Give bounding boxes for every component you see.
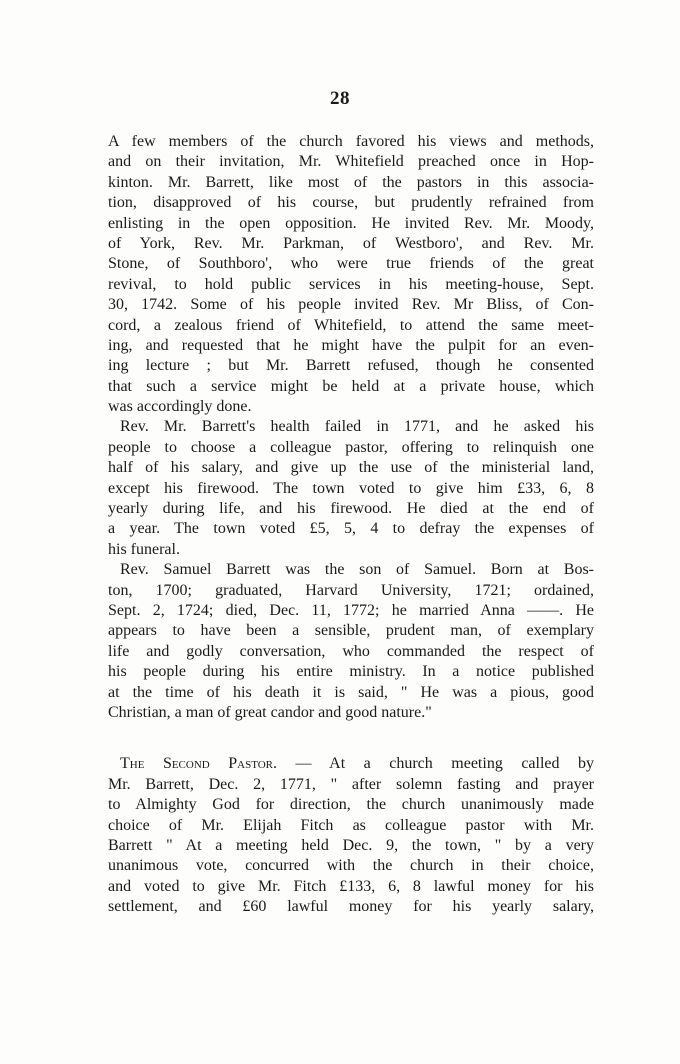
text-line: A few members of the church favored his views and methods, [108,133,594,150]
text-line: tion, disapproved of his course, but prudently refrained from [108,194,594,212]
text-line: half of his salary, and give up the use of the ministerial land, [108,459,594,477]
text-line: Sept. 2, 1724; died, Dec. 11, 1772; he married Anna ——. He [108,601,594,619]
text-line: a year. The town voted £5, 5, 4 to defray the expenses of [108,520,594,538]
text-line: ing lecture ; but Mr. Barrett refused, though he consented [108,357,594,375]
text-line: unanimous vote, concurred with the church in their choice, [108,857,594,875]
text-line: at the time of his death it is said, " He was a pious, good [108,683,594,701]
text-line: that such a service might be held at a private house, which [108,377,594,395]
text-line: his funeral. [108,540,180,558]
text-line: was accordingly done. [108,398,252,416]
text-line: 30, 1742. Some of his people invited Rev. Mr Bliss, of Con- [108,296,594,314]
text-line: and on their invitation, Mr. Whitefield preached once in Hop- [108,153,594,171]
text-line: settlement, and £60 lawful money for his yearly salary, [108,898,594,916]
text-line: enlisting in the open opposition. He invited Rev. Mr. Moody, [108,214,594,232]
text-line: revival, to hold public services in his meeting-house, Sept. [108,275,594,293]
paragraph-barrett-health [108,417,594,560]
section-second-pastor [108,754,594,917]
text-line: his people during his entire ministry. In a notice published [108,663,594,681]
text-line: kinton. Mr. Barrett, like most of the pastors in this associa- [108,173,594,191]
paragraph-whitefield-visit [108,132,594,417]
text-line: yearly during life, and his firewood. He died at the end of [108,500,594,518]
section-first-line-text: — At a church meeting called by [295,755,594,773]
paragraph-barrett-biography [108,560,594,723]
text-line: choice of Mr. Elijah Fitch as colleague pastor with Mr. [108,816,594,834]
text-line: Barrett " At a meeting held Dec. 9, the town, " by a very [108,836,594,854]
section-first-line [108,754,594,774]
text-line: cord, a zealous friend of Whitefield, to attend the same meet- [108,316,594,334]
body-text [108,132,594,917]
section-heading: The Second Pastor. [120,755,277,773]
text-line: Rev. Mr. Barrett's health failed in 1771, and he asked his [120,418,594,436]
text-line: Rev. Samuel Barrett was the son of Samuel. Born at Bos- [120,561,594,579]
text-line: to Almighty God for direction, the church unanimously made [108,796,594,814]
text-line: Christian, a man of great candor and good nature." [108,703,432,721]
text-line: ing, and requested that he might have the pulpit for an even- [108,336,594,354]
text-line: appears to have been a sensible, prudent man, of exemplary [108,622,594,640]
text-line: of York, Rev. Mr. Parkman, of Westboro', and Rev. Mr. [108,234,594,252]
text-line: people to choose a colleague pastor, offering to relinquish one [108,438,594,456]
section-spacer [108,723,594,754]
text-line: and voted to give Mr. Fitch £133, 6, 8 lawful money for his [108,877,594,895]
text-line: ton, 1700; graduated, Harvard University, 1721; ordained, [108,581,594,599]
text-line: Mr. Barrett, Dec. 2, 1771, " after solemn fasting and prayer [108,775,594,793]
text-line: life and godly conversation, who commanded the respect of [108,642,594,660]
text-line: except his firewood. The town voted to give him £33, 6, 8 [108,479,594,497]
page-number: 28 [330,88,350,109]
text-line: Stone, of Southboro', who were true friends of the great [108,255,594,273]
